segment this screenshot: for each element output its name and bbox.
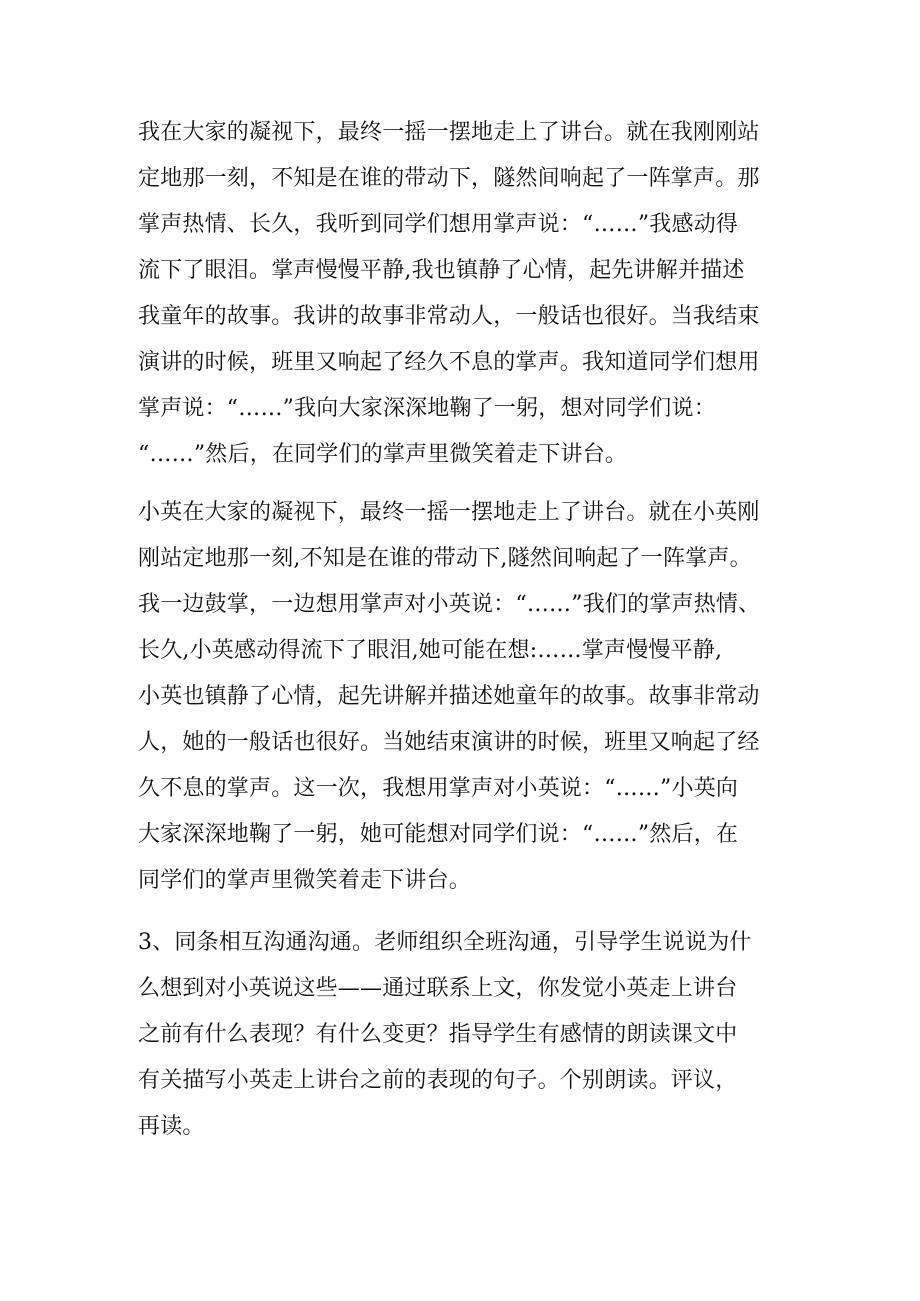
text-line: 同学们的掌声里微笑着走下讲台。 bbox=[138, 868, 472, 893]
text-line: 再读。 bbox=[138, 1114, 205, 1139]
paragraph-3 bbox=[138, 920, 788, 1150]
text-line: 大家深深地鞠了一躬，她可能想对同学们说：“……”然后，在 bbox=[138, 822, 739, 847]
text-line: 我在大家的凝视下，最终一摇一摆地走上了讲台。就在我刚刚站 bbox=[138, 120, 760, 145]
text-line: 3、同条相互沟通沟通。老师组织全班沟通，引导学生说说为什 bbox=[138, 930, 752, 955]
text-line: 刚站定地那一刻,不知是在谁的带动下,隧然间响起了一阵掌声。 bbox=[138, 546, 752, 571]
text-line: 小英也镇静了心情，起先讲解并描述她童年的故事。故事非常动 bbox=[138, 684, 760, 709]
text-line: 人，她的一般话也很好。当她结束演讲的时候，班里又响起了经 bbox=[138, 730, 760, 755]
text-line: 演讲的时候，班里又响起了经久不息的掌声。我知道同学们想用 bbox=[138, 350, 760, 375]
text-line: 久不息的掌声。这一次，我想用掌声对小英说：“……”小英向 bbox=[138, 776, 739, 801]
text-line: 我一边鼓掌，一边想用掌声对小英说：“……”我们的掌声热情、 bbox=[138, 592, 761, 617]
text-line: 掌声说：“……”我向大家深深地鞠了一躬，想对同学们说： bbox=[138, 396, 716, 421]
text-line: 长久,小英感动得流下了眼泪,她可能在想:……掌声慢慢平静, bbox=[138, 638, 723, 663]
text-line: 之前有什么表现？有什么变更？指导学生有感情的朗读课文中 bbox=[138, 1022, 738, 1047]
text-line: 小英在大家的凝视下，最终一摇一摆地走上了讲台。就在小英刚 bbox=[138, 500, 760, 525]
text-line: 有关描写小英走上讲台之前的表现的句子。个别朗读。评议， bbox=[138, 1068, 738, 1093]
text-line: 定地那一刻，不知是在谁的带动下，隧然间响起了一阵掌声。那 bbox=[138, 166, 760, 191]
text-line: 流下了眼泪。掌声慢慢平静,我也镇静了心情，起先讲解并描述 bbox=[138, 258, 745, 283]
text-line: 么想到对小英说这些——通过联系上文，你发觉小英走上讲台 bbox=[138, 976, 738, 1001]
text-line: 掌声热情、长久，我听到同学们想用掌声说：“……”我感动得 bbox=[138, 212, 739, 237]
text-line: “……”然后，在同学们的掌声里微笑着走下讲台。 bbox=[138, 442, 628, 467]
text-line: 我童年的故事。我讲的故事非常动人，一般话也很好。当我结束 bbox=[138, 304, 760, 329]
paragraph-1 bbox=[138, 110, 788, 478]
paragraph-2 bbox=[138, 490, 788, 904]
